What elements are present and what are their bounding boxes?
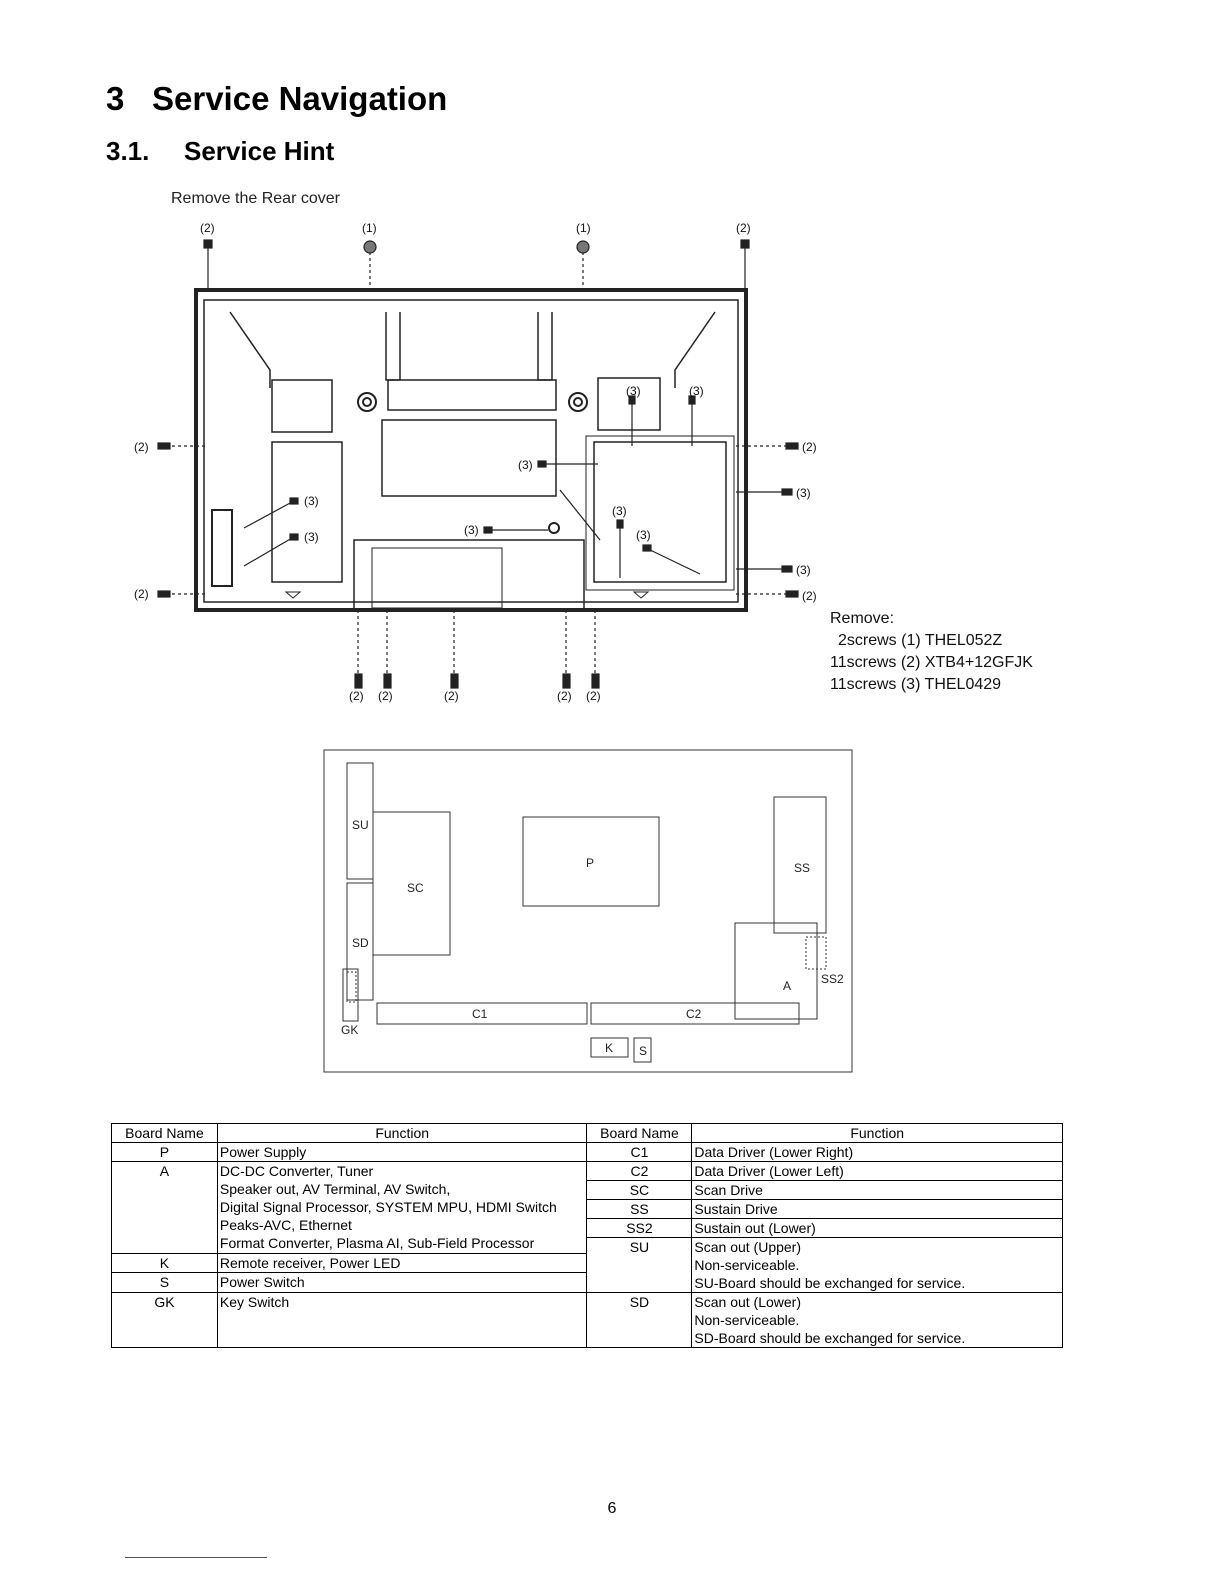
function-cell: Sustain Drive: [692, 1200, 1063, 1219]
remove-line: 11screws (3) THEL0429: [830, 676, 1002, 693]
col-header-board-name: Board Name: [587, 1124, 692, 1143]
function-line: Scan out (Upper): [694, 1239, 801, 1255]
board-name-cell: C2: [587, 1162, 692, 1181]
remove-line: 11screws (2) XTB4+12GFJK: [830, 654, 1033, 671]
board-label-su: SU: [352, 818, 369, 832]
function-cell: Power Supply: [217, 1143, 587, 1162]
table-row: [112, 1143, 1063, 1162]
screw-label: (3): [464, 523, 479, 537]
board-label-c1: C1: [472, 1007, 488, 1021]
screw-label: (2): [349, 689, 364, 703]
board-name-cell: GK: [112, 1293, 218, 1348]
function-line: Scan out (Lower): [694, 1294, 801, 1310]
board-name-cell: C1: [587, 1143, 692, 1162]
screw-label: (1): [576, 221, 591, 235]
table-header-row: [112, 1124, 1063, 1143]
subsection-heading: 3.1. Service Hint: [106, 136, 335, 166]
screw-label: (3): [636, 528, 651, 542]
function-cell: [692, 1238, 1063, 1293]
board-label-sc: SC: [407, 881, 424, 895]
board-name-cell: K: [112, 1253, 218, 1273]
col-header-function: Function: [692, 1124, 1063, 1143]
section-heading: 3 Service Navigation: [106, 80, 448, 117]
screw-label: (2): [444, 689, 459, 703]
screw-label: (2): [802, 440, 817, 454]
board-label-ss: SS: [794, 861, 811, 875]
col-header-function: Function: [217, 1124, 587, 1143]
board-label-gk: GK: [341, 1023, 359, 1037]
table-row: [112, 1162, 1063, 1181]
screw-label: (2): [134, 440, 149, 454]
screw-label: (2): [586, 689, 601, 703]
screw-label: (3): [796, 486, 811, 500]
board-name-cell: P: [112, 1143, 218, 1162]
function-cell: Sustain out (Lower): [692, 1219, 1063, 1238]
screw-label: (2): [736, 221, 751, 235]
function-cell: Data Driver (Lower Right): [692, 1143, 1063, 1162]
function-cell: [692, 1293, 1063, 1348]
board-function-table: [111, 1123, 1063, 1348]
function-cell: Data Driver (Lower Left): [692, 1162, 1063, 1181]
board-label-c2: C2: [686, 1007, 702, 1021]
screw-label: (3): [304, 530, 319, 544]
board-label-k: K: [605, 1041, 614, 1055]
board-name-cell: SD: [587, 1293, 692, 1348]
board-label-sd: SD: [352, 936, 369, 950]
function-line: Non-serviceable.: [694, 1312, 800, 1328]
board-name-cell: SU: [587, 1238, 692, 1293]
function-cell: Scan Drive: [692, 1181, 1063, 1200]
function-cell: Remote receiver, Power LED: [217, 1253, 587, 1273]
function-line: DC-DC Converter, Tuner: [219, 1163, 374, 1179]
screw-label: (2): [378, 689, 393, 703]
screw-label: (2): [200, 221, 215, 235]
function-line: SD-Board should be exchanged for service.: [694, 1330, 966, 1346]
function-line: Peaks-AVC, Ethernet: [219, 1217, 352, 1233]
remove-line: 2screws (1) THEL052Z: [838, 632, 1003, 649]
board-name-cell: S: [112, 1273, 218, 1293]
function-cell: [217, 1162, 587, 1254]
col-header-board-name: Board Name: [112, 1124, 218, 1143]
figure-caption: Remove the Rear cover: [171, 190, 340, 207]
function-line: Format Converter, Plasma AI, Sub-Field Processor: [219, 1235, 535, 1251]
footer-rule: [125, 1557, 267, 1558]
screw-label: (3): [796, 563, 811, 577]
board-name-cell: SS2: [587, 1219, 692, 1238]
screw-label: (3): [304, 494, 319, 508]
board-name-cell: A: [112, 1162, 218, 1254]
screw-label: (3): [689, 384, 704, 398]
board-name-cell: SC: [587, 1181, 692, 1200]
board-label-s: S: [639, 1044, 648, 1058]
screw-label: (2): [802, 589, 817, 603]
function-cell: Key Switch: [217, 1293, 587, 1348]
board-label-ss2: SS2: [821, 972, 844, 986]
screw-label: (3): [612, 504, 627, 518]
screw-label: (2): [134, 587, 149, 601]
function-cell: Power Switch: [217, 1273, 587, 1293]
function-line: Digital Signal Processor, SYSTEM MPU, HDMI Switch: [219, 1199, 557, 1215]
board-name-cell: SS: [587, 1200, 692, 1219]
screw-label: (3): [626, 384, 641, 398]
screw-label: (1): [362, 221, 377, 235]
table-row: [112, 1293, 1063, 1348]
screw-label: (3): [518, 458, 533, 472]
function-line: Non-serviceable.: [694, 1257, 800, 1273]
function-line: Speaker out, AV Terminal, AV Switch,: [219, 1181, 451, 1197]
board-label-a: A: [783, 979, 792, 993]
page-number: 6: [607, 1500, 617, 1517]
remove-title: Remove:: [830, 610, 895, 627]
board-label-p: P: [586, 856, 595, 870]
screw-label: (2): [557, 689, 572, 703]
function-line: SU-Board should be exchanged for service.: [694, 1275, 966, 1291]
